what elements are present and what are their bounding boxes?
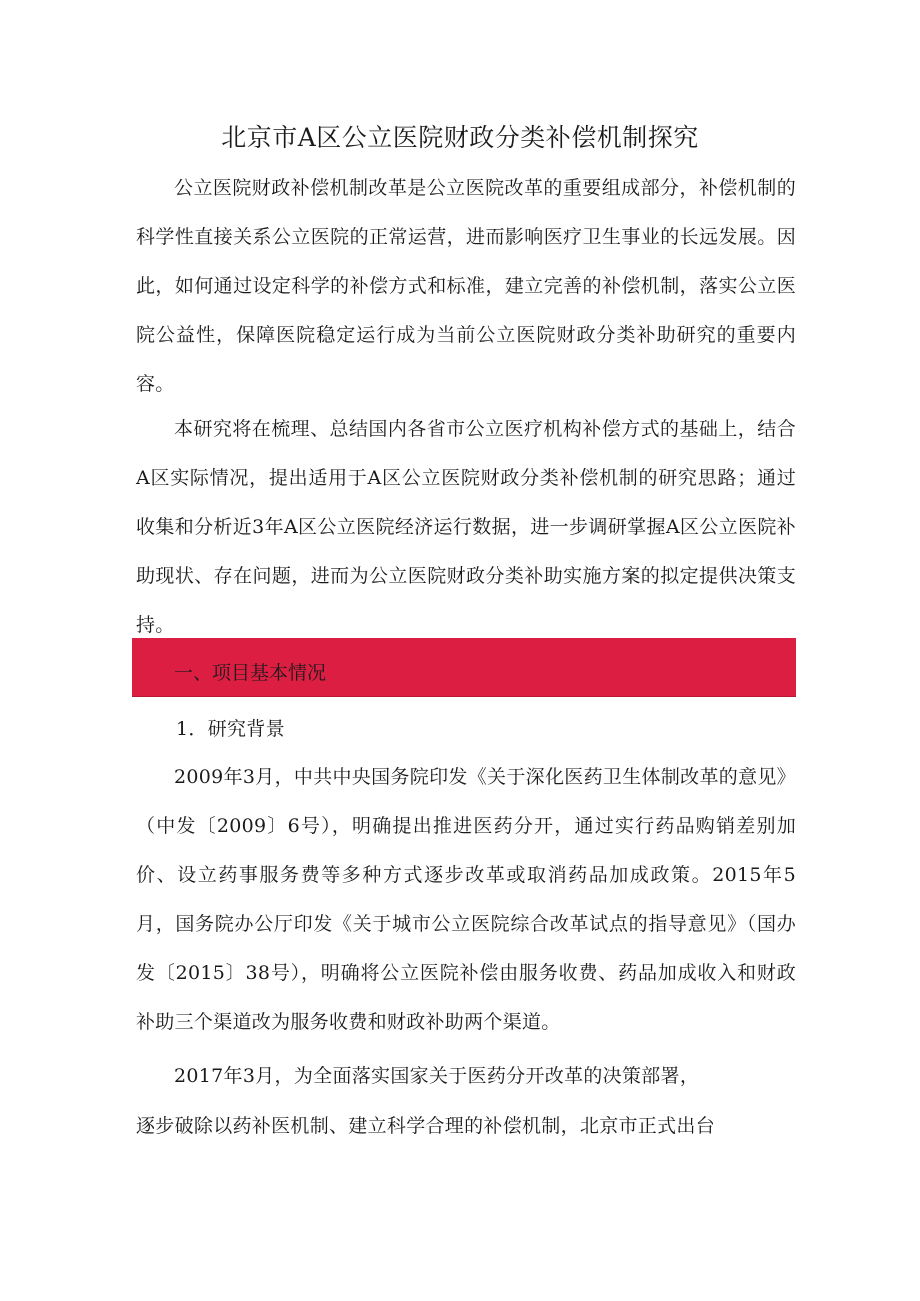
intro-paragraph-1: 公立医院财政补偿机制改革是公立医院改革的重要组成部分，补偿机制的科学性直接关系公立医院的正常运营，进而影响医疗卫生事业的长远发展。因此，如何通过设定科学的补偿方式和标准，建立完善的补偿机制，落实公立医院公益性，保障医院稳定运行成为当前公立医院财政分类补助研究的重要内容。 [136,177,796,395]
section-heading-banner [132,638,796,697]
section-heading: 一、项目基本情况 [174,662,327,684]
intro-paragraph-2: 本研究将在梳理、总结国内各省市公立医疗机构补偿方式的基础上，结合A区实际情况，提出适用于A区公立医院财政分类补偿机制的研究思路；通过收集和分析近3年A区公立医院经济运行数据，进一步调研掌握A区公立医院补助现状、存在问题，进而为公立医院财政分类补助实施方案的拟定提供决策支持。 [136,418,796,636]
document-title: 北京市A区公立医院财政分类补偿机制探究 [221,123,699,152]
background-paragraph: 2009年3月，中共中央国务院印发《关于深化医药卫生体制改革的意见》（中发〔2009〕6号），明确提出推进医药分开，通过实行药品购销差别加价、设立药事服务费等多种方式逐步改革或取消药品加成政策。2015年5月，国务院办公厅印发《关于城市公立医院综合改革试点的指导意见》（国办发〔2015〕38号），明确将公立医院补偿由服务收费、药品加成收入和财政补助三个渠道改为服务收费和财政补助两个渠道。 [136,766,796,1033]
paragraph-2017-line: 2017年3月，为全面落实国家关于医药分开改革的决策部署， [174,1065,700,1087]
subsection-heading: 1．研究背景 [176,718,285,740]
paragraph-final-line: 逐步破除以药补医机制、建立科学合理的补偿机制，北京市正式出台 [136,1115,716,1137]
